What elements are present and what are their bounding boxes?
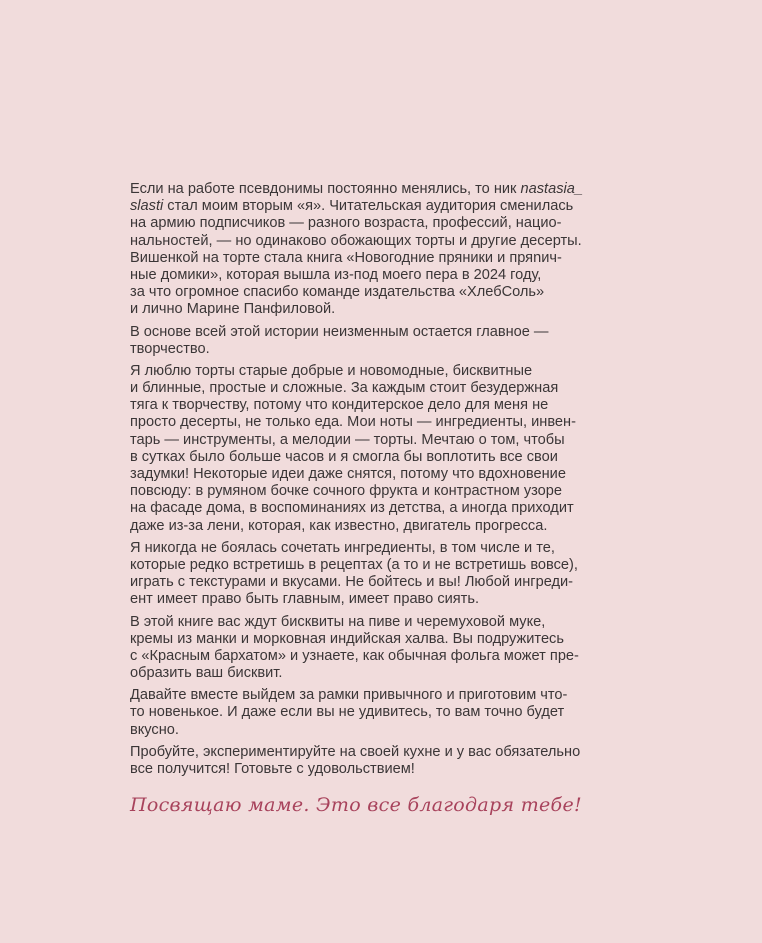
- text-segment: кремы из манки и морковная индийская халва. Вы подружитесь: [130, 630, 564, 647]
- text-line: [130, 215, 730, 232]
- text-segment: ные домики», которая вышла из-под моего пера в 2024 году,: [130, 266, 542, 283]
- text-line: [130, 397, 730, 414]
- text-line: [130, 540, 730, 557]
- text-segment: задумки! Некоторые идеи даже снятся, потому что вдохновение: [130, 466, 566, 482]
- text-line: [130, 198, 730, 215]
- text-segment: тяга к творчеству, потому что кондитерское дело для меня не: [130, 397, 549, 414]
- text-segment: на армию подписчиков — разного возраста, профессий, нацио-: [130, 215, 562, 232]
- text-segment: просто десерты, не только еда. Мои ноты — ингредиенты, инвен-: [130, 414, 576, 431]
- text-line: [130, 233, 730, 250]
- text-segment: ент имеет право быть главным, имеет право сиять.: [130, 591, 480, 608]
- text-segment: которые редко встретишь в рецептах (а то и не встретишь вовсе),: [130, 556, 578, 573]
- text-segment: на фасаде дома, в воспоминаниях из детства, а иногда приходит: [130, 500, 574, 517]
- text-line: [130, 591, 730, 608]
- italic-nickname: nastasia_: [520, 181, 583, 197]
- text-line: [130, 250, 730, 267]
- text-segment: Давайте вместе выйдем за рамки привычного и приготовим что-: [130, 687, 568, 704]
- text-line: [130, 449, 730, 466]
- text-segment: тарь — инструменты, а мелодии — торты. Мечтаю о том, чтобы: [130, 431, 565, 448]
- text-line: [130, 574, 730, 591]
- text-line: [130, 267, 730, 284]
- text-line: [130, 341, 730, 358]
- paragraph: [130, 363, 730, 535]
- paragraph: [130, 614, 730, 683]
- paragraph: [130, 540, 730, 609]
- text-line: [130, 483, 730, 500]
- text-segment: все получится! Готовьте с удовольствием!: [130, 761, 415, 777]
- text-line: [130, 324, 730, 341]
- text-line: [130, 380, 730, 397]
- text-line: [130, 466, 730, 483]
- body-text: [130, 181, 730, 783]
- text-segment: вкусно.: [130, 721, 179, 738]
- text-line: [130, 500, 730, 517]
- text-line: [130, 181, 730, 198]
- text-segment: играть с текстурами и вкусами. Не бойтесь и вы! Любой ингреди-: [130, 574, 574, 591]
- text-segment: Если на работе псевдонимы постоянно менялись, то ник: [130, 181, 521, 197]
- text-line: [130, 761, 730, 778]
- text-line: [130, 704, 730, 721]
- text-segment: за что огромное спасибо команде издательства «ХлебСоль»: [130, 284, 545, 301]
- text-segment: даже из-за лени, которая, как известно, двигатель прогресса.: [130, 517, 548, 534]
- text-segment: Пробуйте, экспериментируйте на своей кухне и у вас обязательно: [130, 743, 581, 760]
- text-line: [130, 631, 730, 648]
- text-line: [130, 284, 730, 301]
- text-line: [130, 557, 730, 574]
- text-segment: образить ваш бисквит.: [130, 665, 283, 682]
- text-line: [130, 432, 730, 449]
- text-segment: В основе всей этой истории неизменным остается главное —: [130, 323, 549, 340]
- text-line: [130, 648, 730, 665]
- text-segment: Вишенкой на торте стала книга «Новогодние пряники и пряnич-: [130, 249, 562, 266]
- text-segment: и лично Марине Панфиловой.: [130, 301, 336, 318]
- text-segment: то новенькое. И даже если вы не удивитесь, то вам точно будет: [130, 704, 565, 721]
- paragraph: [130, 181, 730, 319]
- text-segment: В этой книге вас ждут бисквиты на пиве и черемуховой муке,: [130, 613, 546, 630]
- text-line: [130, 722, 730, 739]
- text-line: [130, 414, 730, 431]
- text-line: [130, 614, 730, 631]
- text-line: [130, 665, 730, 682]
- text-segment: творчество.: [130, 340, 210, 357]
- paragraph: [130, 744, 730, 778]
- text-segment: нальностей, — но одинаково обожающих торты и другие десерты.: [130, 232, 582, 249]
- text-segment: с «Красным бархатом» и узнаете, как обычная фольга может пре-: [130, 647, 579, 664]
- italic-nickname: slasti: [130, 198, 164, 215]
- text-line: [130, 687, 730, 704]
- text-line: [130, 301, 730, 318]
- paragraph: [130, 687, 730, 739]
- text-segment: Я никогда не боялась сочетать ингредиенты, в том числе и те,: [130, 539, 555, 556]
- text-segment: повсюду: в румяном бочке сочного фрукта и контрастном узоре: [130, 483, 562, 500]
- dedication-text: Посвящаю маме. Это все благодаря тебе!: [130, 794, 582, 816]
- text-segment: в сутках было больше часов и я смогла бы воплотить все свои: [130, 448, 558, 465]
- text-line: [130, 518, 730, 535]
- text-segment: и блинные, простые и сложные. За каждым стоит безудержная: [130, 380, 559, 397]
- text-segment: Я люблю торты старые добрые и новомодные, бисквитные: [130, 362, 533, 379]
- paragraph: [130, 324, 730, 358]
- text-segment: стал моим вторым «я». Читательская аудитория сменилась: [163, 198, 574, 215]
- text-line: [130, 363, 730, 380]
- text-line: [130, 744, 730, 761]
